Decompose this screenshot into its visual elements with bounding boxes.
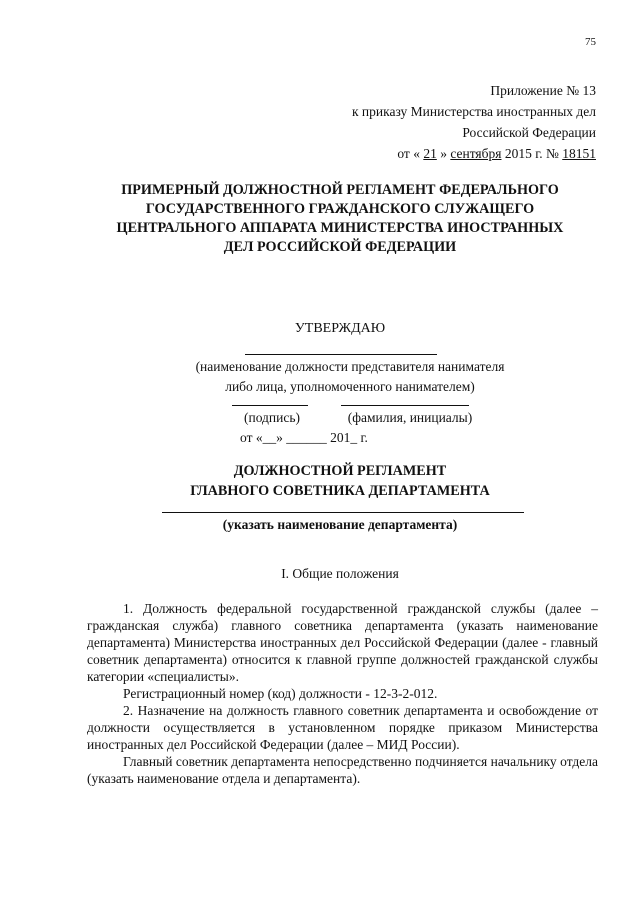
body-text (87, 600, 598, 787)
document-title-line-1: ПРИМЕРНЫЙ ДОЛЖНОСТНОЙ РЕГЛАМЕНТ ФЕДЕРАЛЬНОГО (121, 182, 559, 198)
position-signature-line (245, 354, 437, 355)
page-number: 75 (585, 36, 596, 48)
position-note-line-2: либо лица, уполномоченного нанимателем) (225, 379, 475, 394)
appendix-block (266, 80, 596, 164)
order-number: 18151 (562, 146, 596, 161)
regulation-title-line-2: ГЛАВНОГО СОВЕТНИКА ДЕПАРТАМЕНТА (190, 483, 490, 499)
paragraph: Регистрационный номер (код) должности - 12-3-2-012. (123, 686, 438, 701)
regulation-title (60, 461, 620, 501)
date-day: 21 (423, 146, 437, 161)
document-title-line-3: ЦЕНТРАЛЬНОГО АППАРАТА МИНИСТЕРСТВА ИНОСТРАННЫХ (116, 220, 564, 236)
date-year: 2015 г. № (504, 146, 559, 161)
appendix-date-line (266, 143, 596, 164)
regulation-title-line-1: ДОЛЖНОСТНОЙ РЕГЛАМЕНТ (233, 463, 447, 479)
department-note: (указать наименование департамента) (222, 517, 458, 532)
paragraph: 1. Должность федеральной государственной гражданской службы (далее – гражданская служба) главного советника департамента (указать наименование департамента) Министерства иностранных дел Российской Федерации (далее - главный советник департамента) относится к главной группе должностей гражданской службы категории «специалисты». (87, 601, 598, 684)
paragraph: Главный советник департамента непосредственно подчиняется начальнику отдела (указать наименование отдела и департамента). (87, 754, 598, 786)
document-title (60, 181, 620, 257)
date-prefix: от « (397, 146, 420, 161)
section-heading: I. Общие положения (281, 566, 399, 581)
approval-heading: УТВЕРЖДАЮ (294, 321, 386, 336)
signature-line (232, 405, 308, 406)
approval-date-line: от «__» ______ 201_ г. (240, 430, 368, 445)
date-month: сентября (450, 146, 502, 161)
position-note (140, 357, 560, 397)
department-name-line (162, 512, 524, 513)
document-title-line-4: ДЕЛ РОССИЙСКОЙ ФЕДЕРАЦИИ (223, 239, 457, 255)
name-label: (фамилия, инициалы) (347, 410, 473, 425)
position-note-line-1: (наименование должности представителя нанимателя (195, 359, 505, 374)
appendix-line-1: Приложение № 13 (490, 83, 596, 98)
document-title-line-2: ГОСУДАРСТВЕННОГО ГРАЖДАНСКОГО СЛУЖАЩЕГО (145, 201, 535, 217)
appendix-line-2: к приказу Министерства иностранных дел (352, 104, 596, 119)
appendix-line-3: Российской Федерации (462, 125, 596, 140)
paragraph: 2. Назначение на должность главного советник департамента и освобождение от должности осуществляется в установленном порядке приказом Министерства иностранных дел Российской Федерации (далее – МИД России). (87, 703, 598, 752)
signature-label: (подпись) (243, 410, 301, 425)
date-mid: » (440, 146, 447, 161)
name-line (341, 405, 469, 406)
